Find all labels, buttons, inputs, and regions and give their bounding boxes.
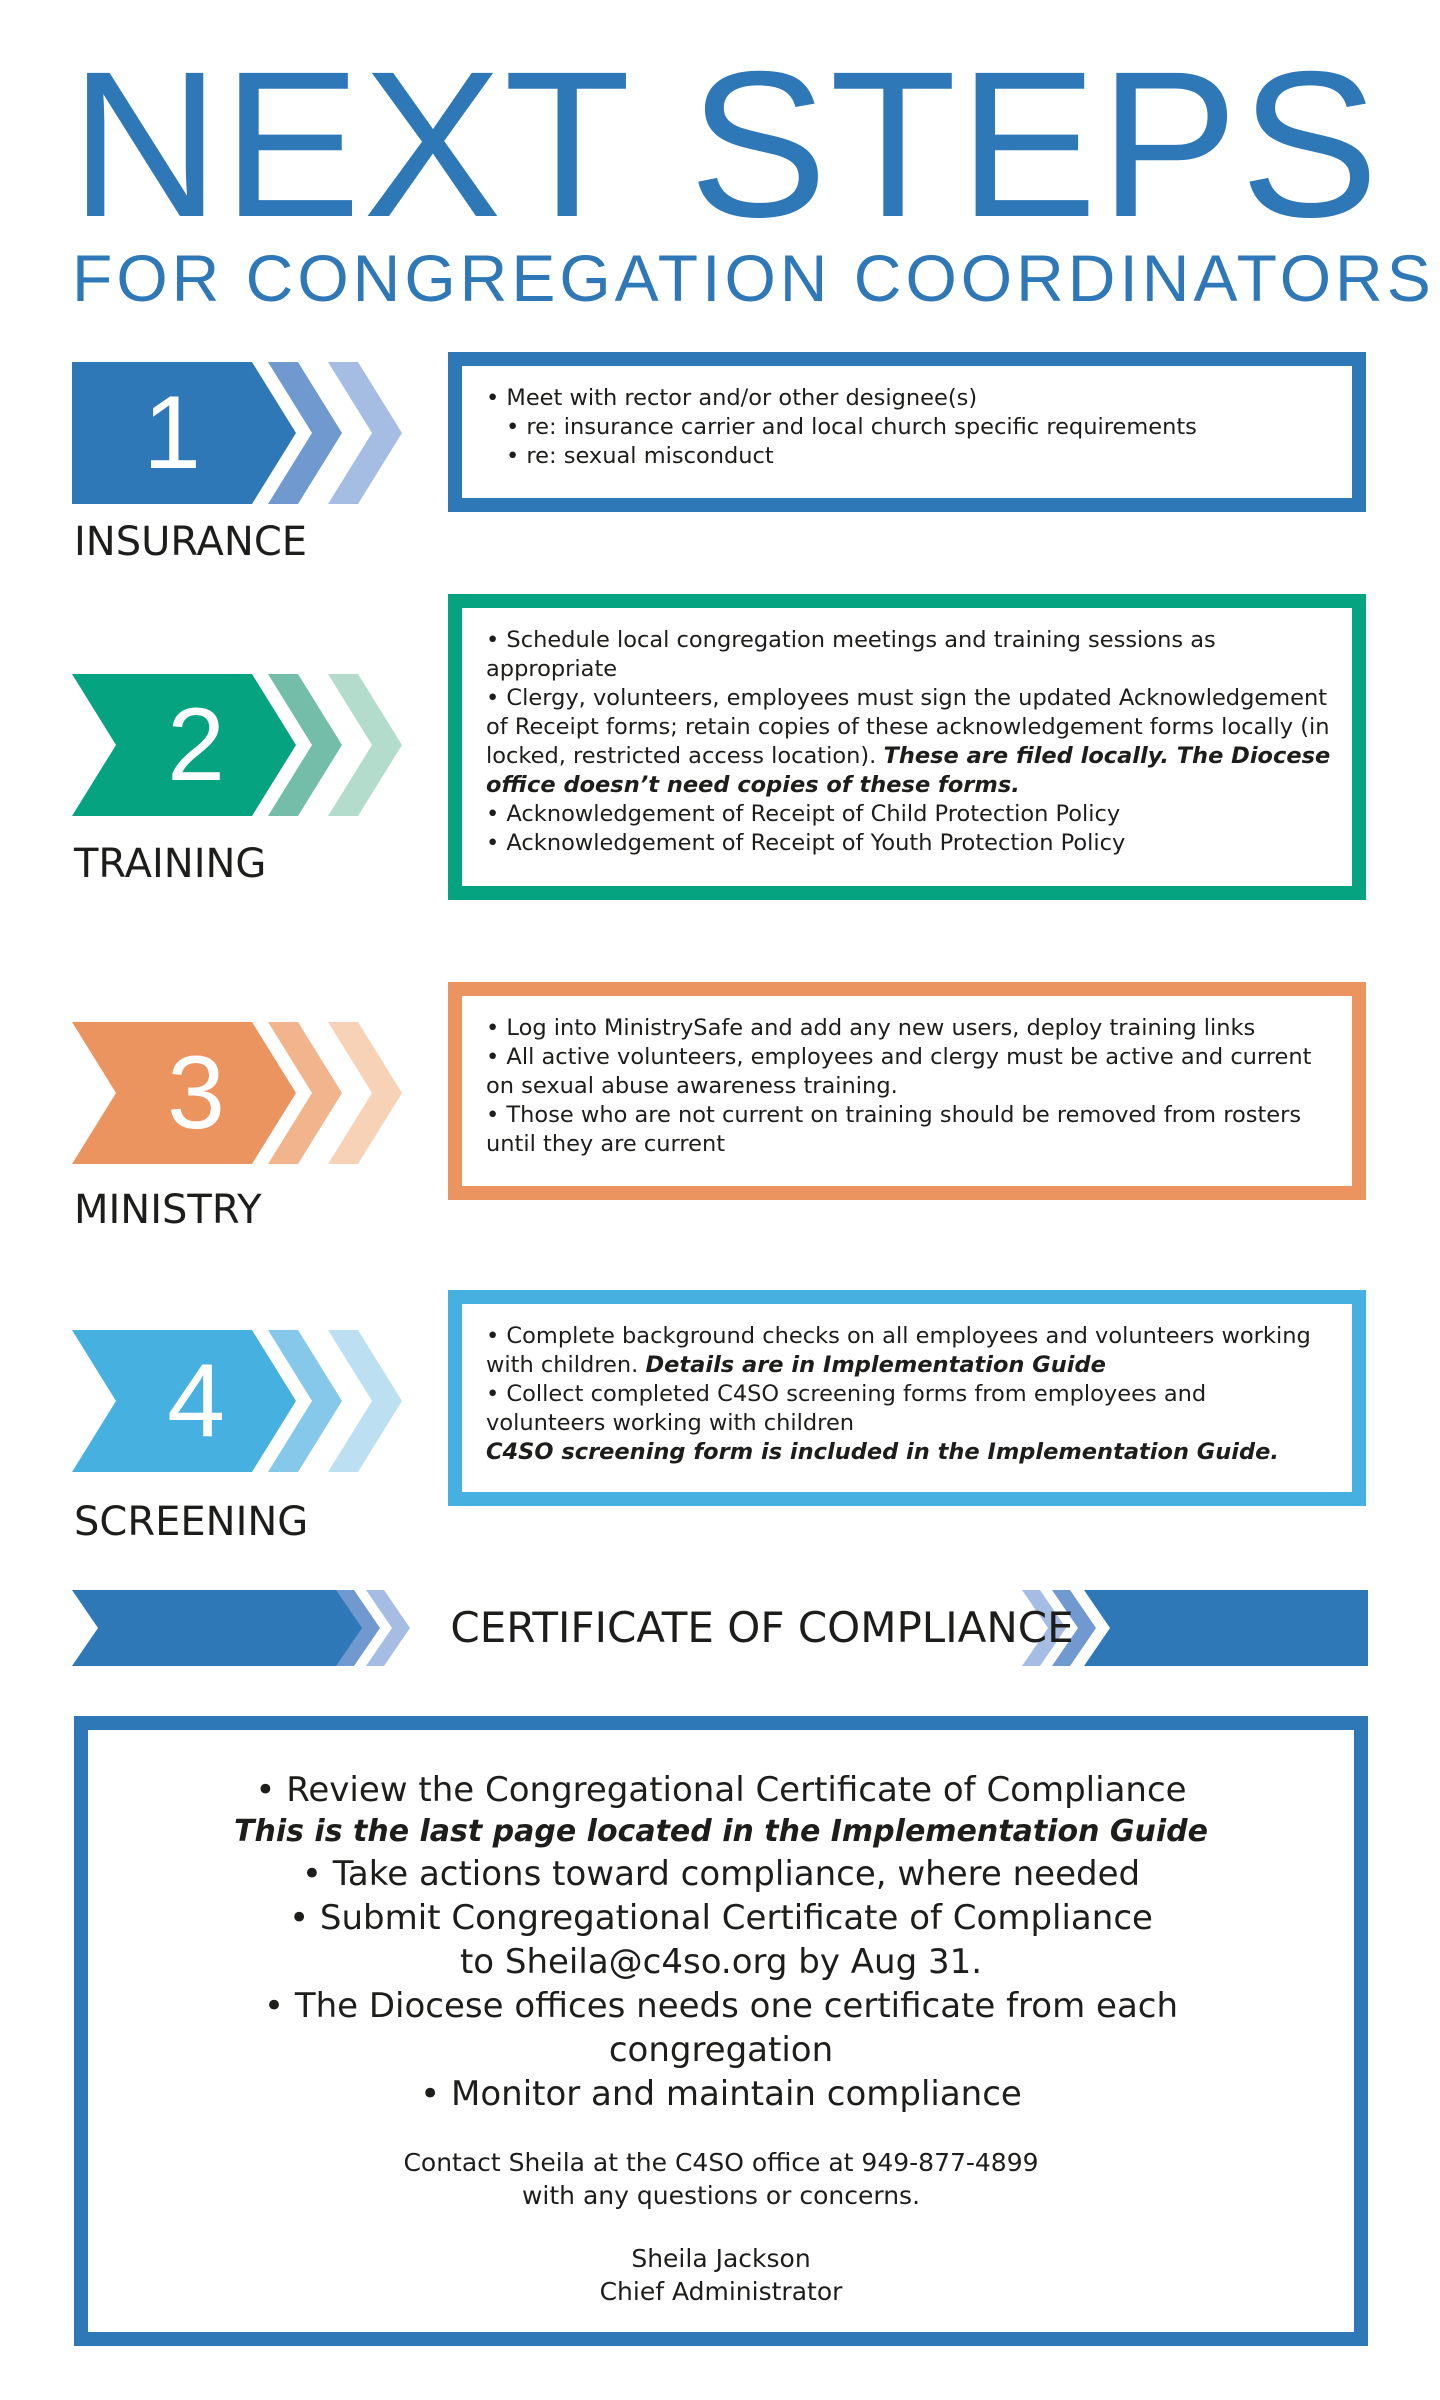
step-3-label: MINISTRY bbox=[74, 1187, 262, 1233]
step-3-number: 3 bbox=[167, 1035, 225, 1151]
step-4-arrow bbox=[72, 1330, 412, 1472]
contact-line: Contact Sheila at the C4SO office at 949-877-4899 bbox=[403, 2148, 1039, 2177]
step-2-box bbox=[448, 594, 1366, 900]
step-4-item-emphasis: C4SO screening form is included in the Implementation Guide. bbox=[486, 1439, 1279, 1465]
step-3-item: • Log into MinistrySafe and add any new users, deploy training links bbox=[486, 1015, 1256, 1041]
step-4-number: 4 bbox=[167, 1343, 225, 1459]
step-2-item: • Acknowledgement of Receipt of Child Protection Policy bbox=[486, 801, 1121, 827]
signer-name: Sheila Jackson bbox=[631, 2244, 811, 2273]
certificate-line: • Submit Congregational Certificate of Compliance bbox=[289, 1898, 1153, 1938]
step-3-item: • Those who are not current on training should be removed from rosters until they are current bbox=[486, 1102, 1302, 1157]
certificate-box bbox=[74, 1716, 1368, 2346]
step-1-item: • Meet with rector and/or other designee(s) bbox=[486, 385, 978, 411]
step-2-item-emphasis: These are filed locally. The Diocese office doesn’t need copies of these forms. bbox=[486, 743, 1331, 798]
step-3-item: • All active volunteers, employees and clergy must be active and current on sexual abuse awareness training. bbox=[486, 1044, 1312, 1099]
step-1-arrow bbox=[72, 362, 412, 504]
step-4-item-text: • Complete background checks on all employees and volunteers working with children. bbox=[486, 1323, 1311, 1378]
step-2-item-text: • Clergy, volunteers, employees must sign the updated Acknowledgement of Receipt forms; retain copies of these acknowledgement forms locally (in locked, restricted access location). bbox=[486, 685, 1330, 769]
step-2-arrow bbox=[72, 674, 412, 816]
step-4-item-emphasis: Details are in Implementation Guide bbox=[645, 1352, 1106, 1378]
step-3-arrow bbox=[72, 1022, 412, 1164]
step-1-number: 1 bbox=[143, 375, 201, 491]
step-4-item bbox=[486, 1322, 1332, 1380]
certificate-line: • Monitor and maintain compliance bbox=[420, 2074, 1022, 2114]
certificate-line: to Sheila@c4so.org by Aug 31. bbox=[459, 1942, 983, 1982]
certificate-line: congregation bbox=[608, 2030, 834, 2070]
step-2-item: • Schedule local congregation meetings and training sessions as appropriate bbox=[486, 627, 1216, 682]
step-2-label: TRAINING bbox=[74, 841, 267, 887]
page-title: NEXT STEPS bbox=[70, 29, 1381, 261]
step-1-item: • re: sexual misconduct bbox=[506, 443, 774, 469]
step-2-item: • Acknowledgement of Receipt of Youth Protection Policy bbox=[486, 830, 1126, 856]
step-4-item: • Collect completed C4SO screening forms from employees and volunteers working with children bbox=[486, 1381, 1207, 1436]
page-subtitle: FOR CONGREGATION COORDINATORS bbox=[72, 241, 1435, 315]
step-1-box bbox=[448, 352, 1366, 512]
signer-title: Chief Administrator bbox=[599, 2277, 843, 2306]
contact-line: with any questions or concerns. bbox=[521, 2181, 921, 2210]
certificate-line: • The Diocese offices needs one certificate from each bbox=[263, 1986, 1179, 2026]
step-3-box bbox=[448, 982, 1366, 1200]
step-1-label: INSURANCE bbox=[74, 519, 308, 565]
certificate-banner bbox=[72, 1590, 1368, 1666]
step-4-item bbox=[486, 1438, 1332, 1467]
certificate-line: • Take actions toward compliance, where needed bbox=[301, 1854, 1141, 1894]
step-2-number: 2 bbox=[167, 687, 225, 803]
step-4-box bbox=[448, 1290, 1366, 1506]
step-2-item bbox=[486, 684, 1332, 800]
certificate-title: CERTIFICATE OF COMPLIANCE bbox=[450, 1603, 1074, 1652]
step-1-item: • re: insurance carrier and local church specific requirements bbox=[506, 414, 1197, 440]
certificate-line: • Review the Congregational Certificate of Compliance bbox=[255, 1770, 1187, 1810]
step-4-label: SCREENING bbox=[74, 1499, 309, 1545]
certificate-line-emphasis: This is the last page located in the Implementation Guide bbox=[234, 1814, 1208, 1849]
